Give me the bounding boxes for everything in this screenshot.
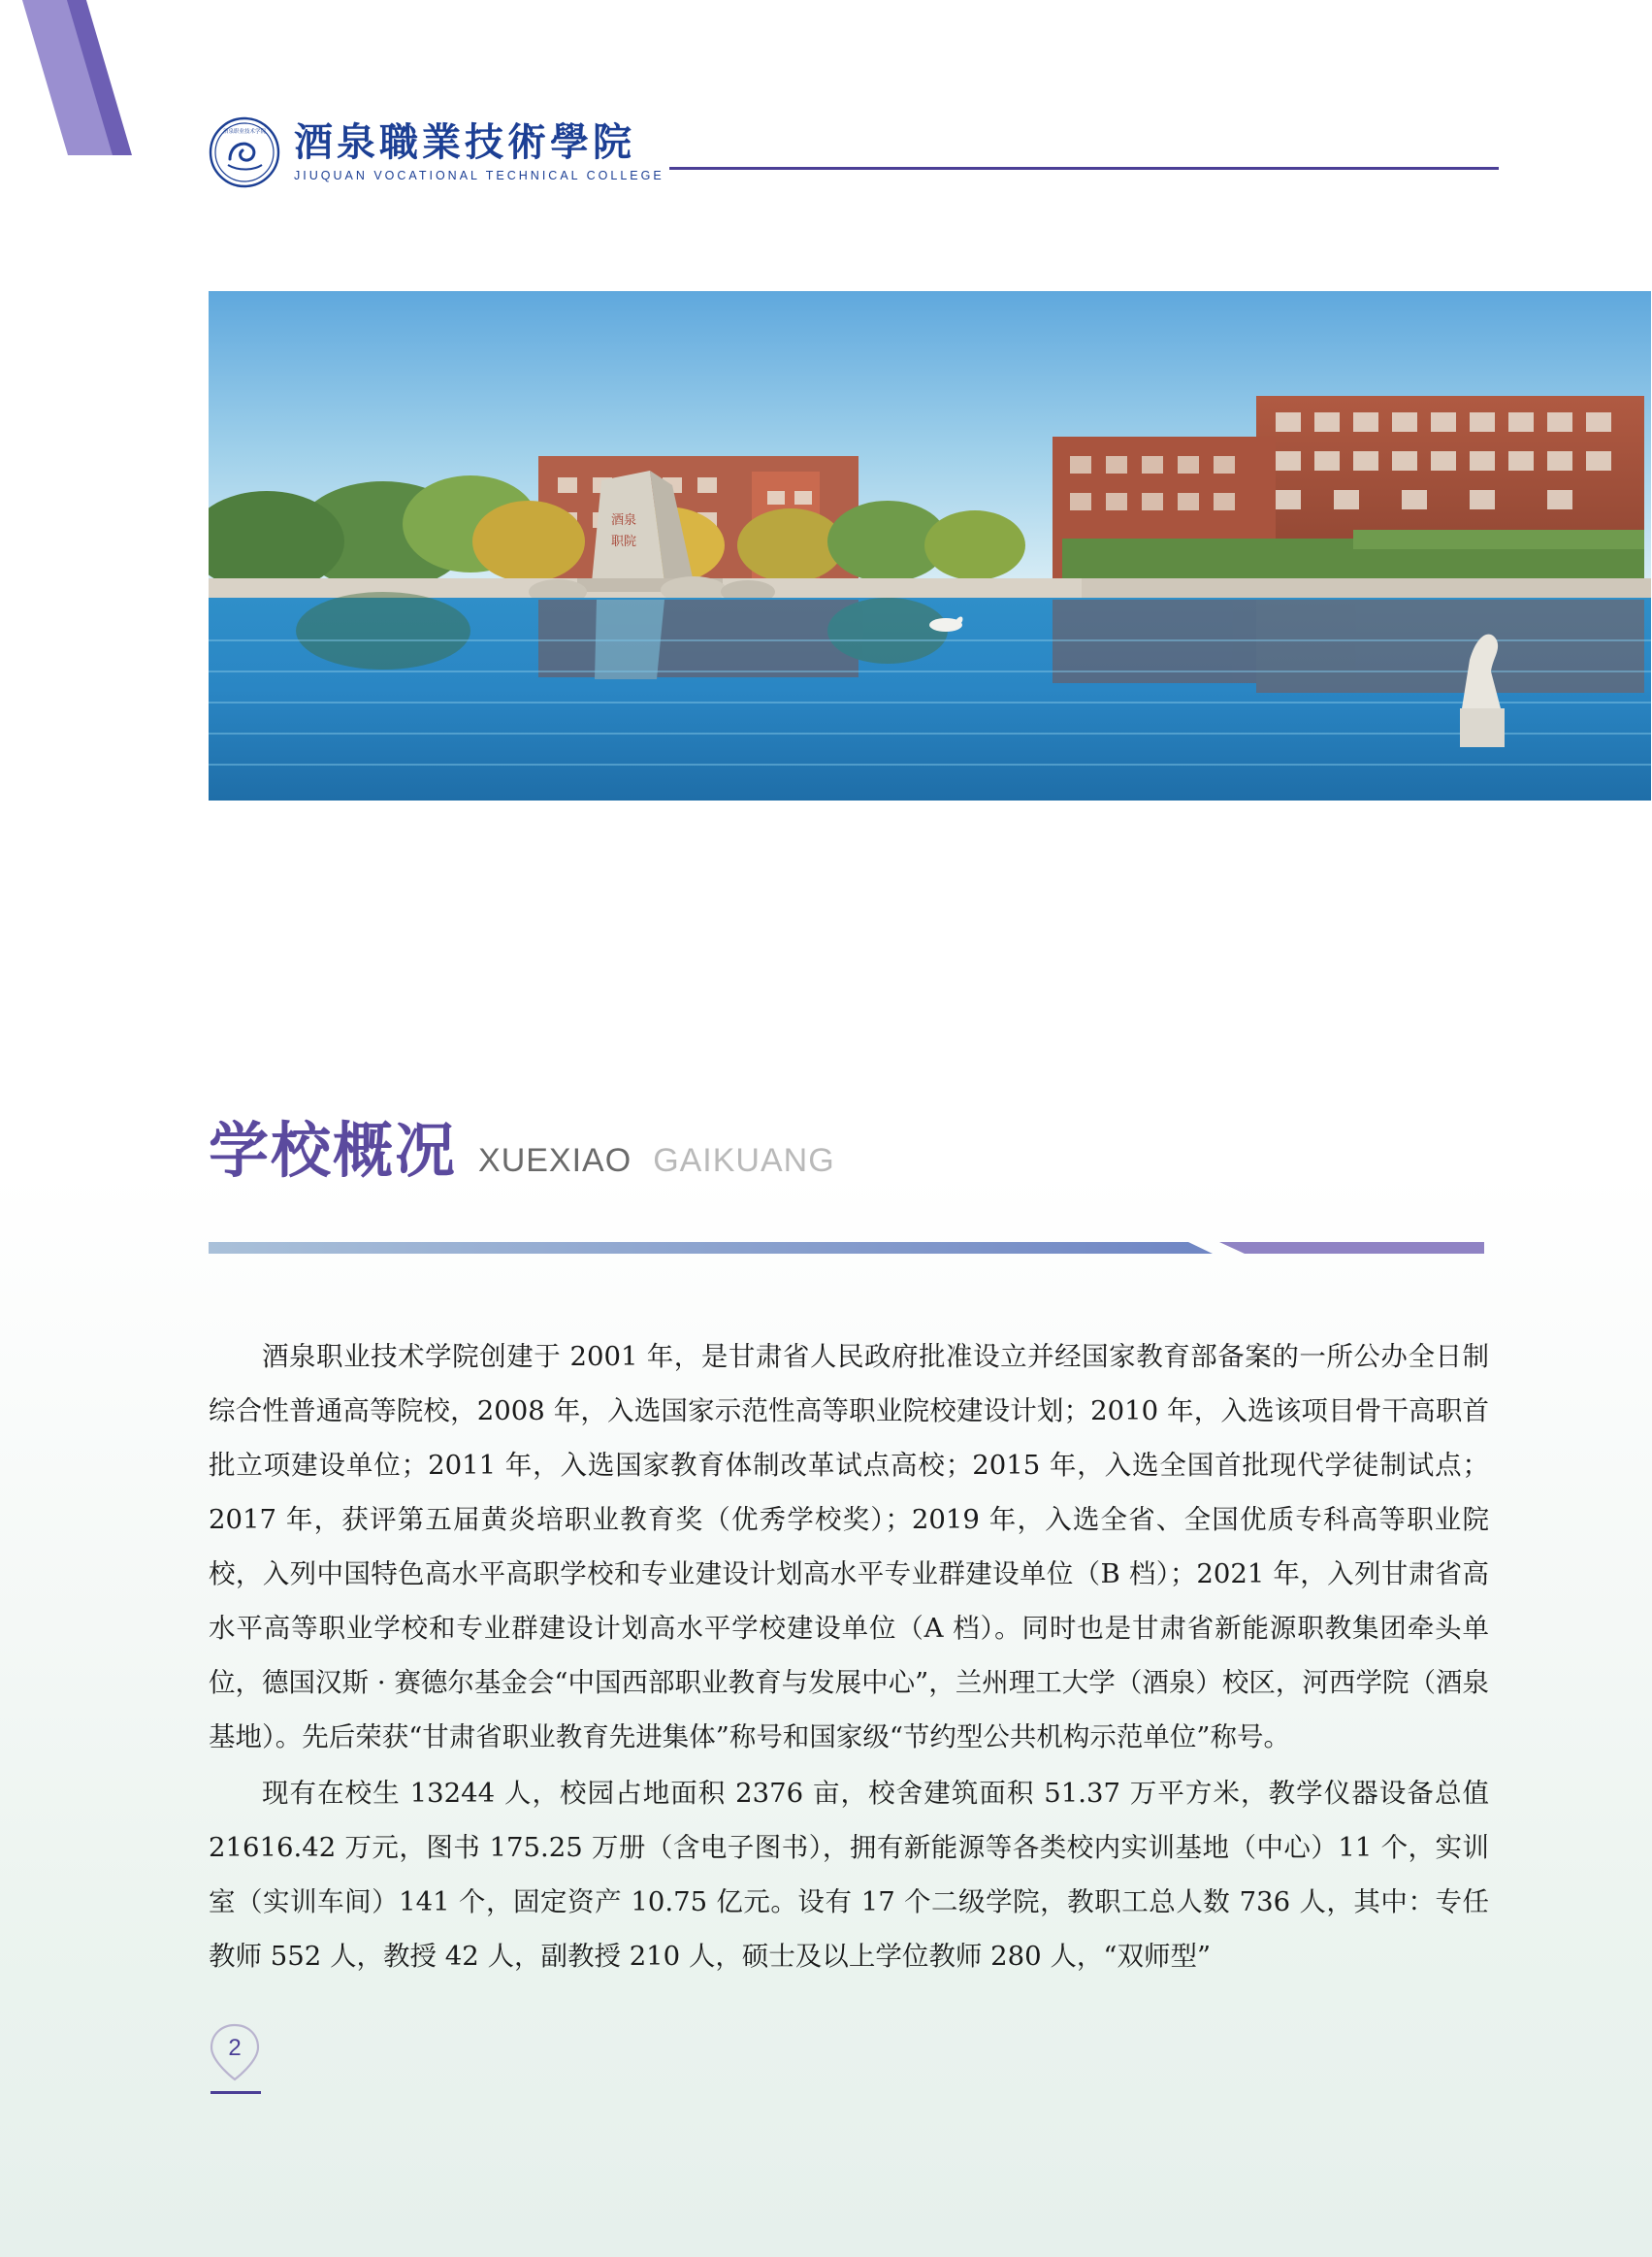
paragraph-1: 酒泉职业技术学院创建于 2001 年，是甘肃省人民政府批准设立并经国家教育部备案的一所公办全日制综合性普通高等院校，2008 年，入选国家示范性高等职业院校建设计划；2010 年，入选该项目骨干高职首批立项建设单位；2011 年，入选国家教育体制改革试点高校；2015 年，入选全国首批现代学徒制试点；2017 年，获评第五届黄炎培职业教育奖（优秀学校奖）；2019 年，入选全省、全国优质专科高等职业院校，入列中国特色高水平高职学校和专业建设计划高水平专业群建设单位（B 档）；2021 年，入列甘肃省高水平高等职业学校和专业群建设计划高水平学校建设单位（A 档）。同时也是甘肃省新能源职教集团牵头单位，德国汉斯 · 赛德尔基金会“中国西部职业教育与发展中心”，兰州理工大学（酒泉）校区，河西学院（酒泉基地）。先后荣获“甘肃省职业教育先进集体”称号和国家级“节约型公共机构示范单位”称号。 xyxy=(209,1341,1489,1752)
page-footer xyxy=(209,2023,335,2083)
section-title xyxy=(209,1115,835,1186)
header-divider-rule xyxy=(669,167,1499,170)
page-number-pin-icon xyxy=(209,2023,261,2083)
section-title-bar xyxy=(209,1240,1484,1256)
logo-title-en: JIUQUAN VOCATIONAL TECHNICAL COLLEGE xyxy=(294,168,664,182)
page-header xyxy=(0,116,1652,204)
page-number: 2 xyxy=(228,2035,242,2061)
paragraph-2: 现有在校生 13244 人，校园占地面积 2376 亩，校舍建筑面积 51.37 万平方米，教学仪器设备总值 21616.42 万元，图书 175.25 万册（含电子图书），拥有新能源等各类校内实训基地（中心）11 个，实训室（实训车间）141 个，固定资产 10.75 亿元。设有 17 个二级学院，教职工总人数 736 人，其中：专任教师 552 人，教授 42 人，副教授 210 人，硕士及以上学位教师 280 人，“双师型” xyxy=(209,1778,1489,1972)
campus-photo xyxy=(209,291,1651,801)
section-title-en-primary: XUEXIAO xyxy=(478,1142,632,1179)
college-emblem-icon xyxy=(209,116,280,188)
footer-divider-rule xyxy=(211,2091,261,2094)
article-body xyxy=(209,1329,1489,1985)
svg-text:职院: 职院 xyxy=(610,535,637,549)
svg-text:酒泉: 酒泉 xyxy=(610,513,637,528)
section-title-cn: 学校概况 xyxy=(209,1115,458,1186)
svg-text:酒泉职业技术学院: 酒泉职业技术学院 xyxy=(222,129,267,135)
college-logo xyxy=(209,116,664,188)
logo-title-cn: 酒泉職業技術學院 xyxy=(294,118,635,165)
section-title-en-secondary: GAIKUANG xyxy=(653,1142,835,1179)
